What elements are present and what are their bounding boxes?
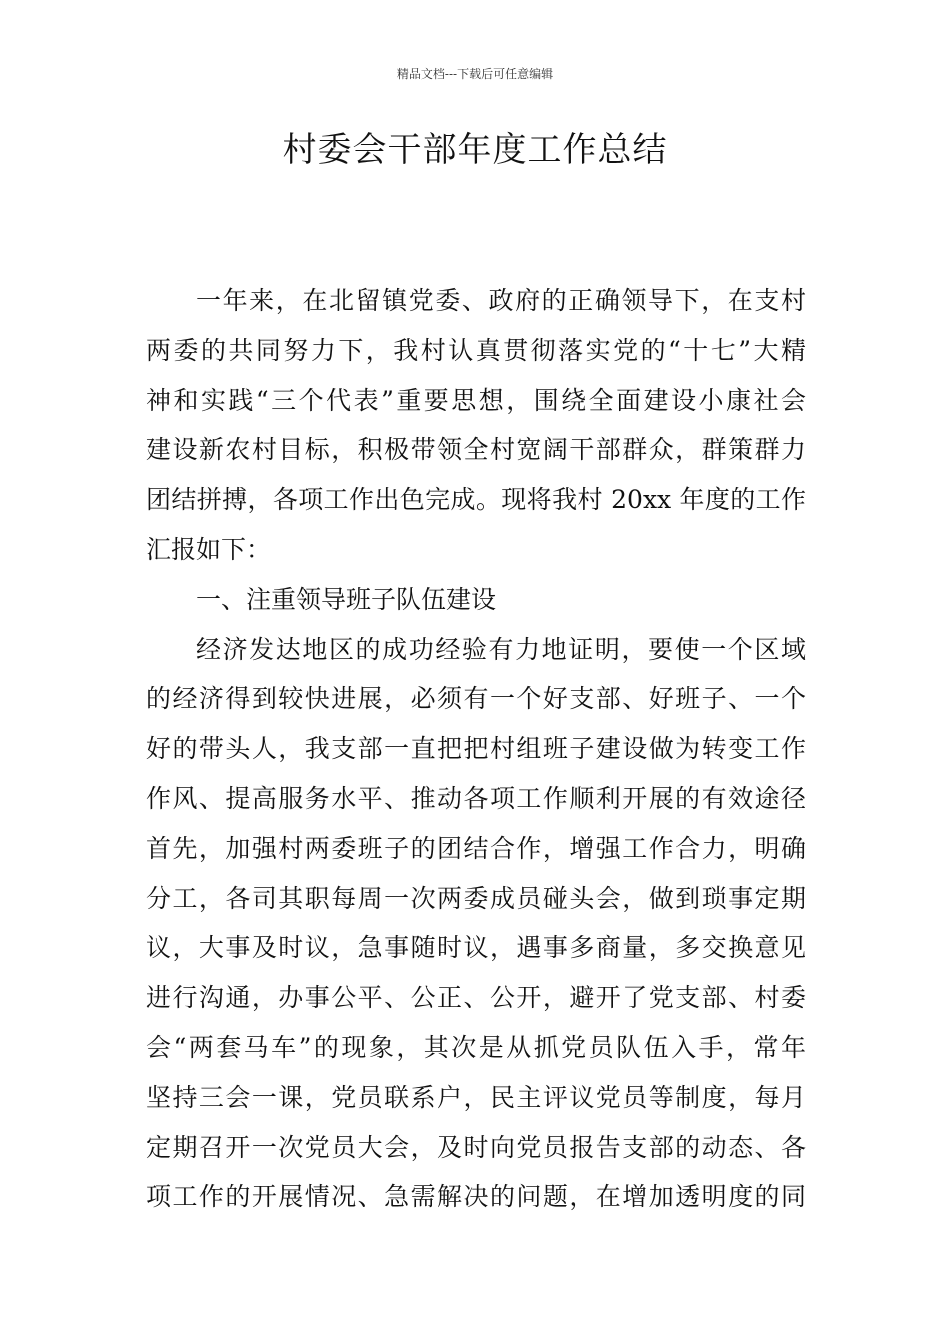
- paragraph-line: 首先，加强村两委班子的团结合作，增强工作合力，明确: [146, 833, 806, 863]
- paragraph-line: 分工，各司其职每周一次两委成员碰头会，做到琐事定期: [146, 883, 806, 913]
- paragraph-line: 一年来，在北留镇党委、政府的正确领导下，在支村: [196, 286, 806, 315]
- paragraph-line: 的经济得到较快进展，必须有一个好支部、好班子、一个: [146, 684, 806, 714]
- paragraph-line: 汇报如下：: [146, 534, 272, 564]
- paragraph-line: 作风、提高服务水平、推动各项工作顺利开展的有效途径: [146, 783, 806, 813]
- paragraph-line: 经济发达地区的成功经验有力地证明，要使一个区域: [196, 634, 806, 664]
- paragraph-line: 议，大事及时议，急事随时议，遇事多商量，多交换意见: [146, 933, 806, 963]
- paragraph-line: 神和实践“三个代表”重要思想，围绕全面建设小康社会: [146, 385, 806, 415]
- paragraph-line: 两委的共同努力下，我村认真贯彻落实党的“十七”大精: [146, 335, 806, 365]
- paragraph-line: 建设新农村目标，积极带领全村宽阔干部群众，群策群力: [146, 435, 806, 465]
- section-heading: 一、注重领导班子队伍建设: [196, 584, 497, 614]
- paragraph-line: 项工作的开展情况、急需解决的问题，在增加透明度的同: [146, 1182, 806, 1212]
- body-text: [146, 276, 806, 1222]
- paragraph-line: 进行沟通，办事公平、公正、公开，避开了党支部、村委: [146, 983, 806, 1013]
- document-title: 村委会干部年度工作总结: [282, 130, 668, 170]
- header-note: 精品文档---下载后可任意编辑: [396, 67, 554, 81]
- paragraph-line: 坚持三会一课，党员联系户，民主评议党员等制度，每月: [146, 1082, 806, 1112]
- paragraph-line: 定期召开一次党员大会，及时向党员报告支部的动态、各: [146, 1132, 806, 1162]
- paragraph-line: 好的带头人，我支部一直把把村组班子建设做为转变工作: [146, 734, 806, 764]
- paragraph-line: 会“两套马车”的现象，其次是从抓党员队伍入手，常年: [146, 1032, 806, 1062]
- paragraph-line: 团结拼搏，各项工作出色完成。现将我村 20xx 年度的工作: [146, 485, 806, 515]
